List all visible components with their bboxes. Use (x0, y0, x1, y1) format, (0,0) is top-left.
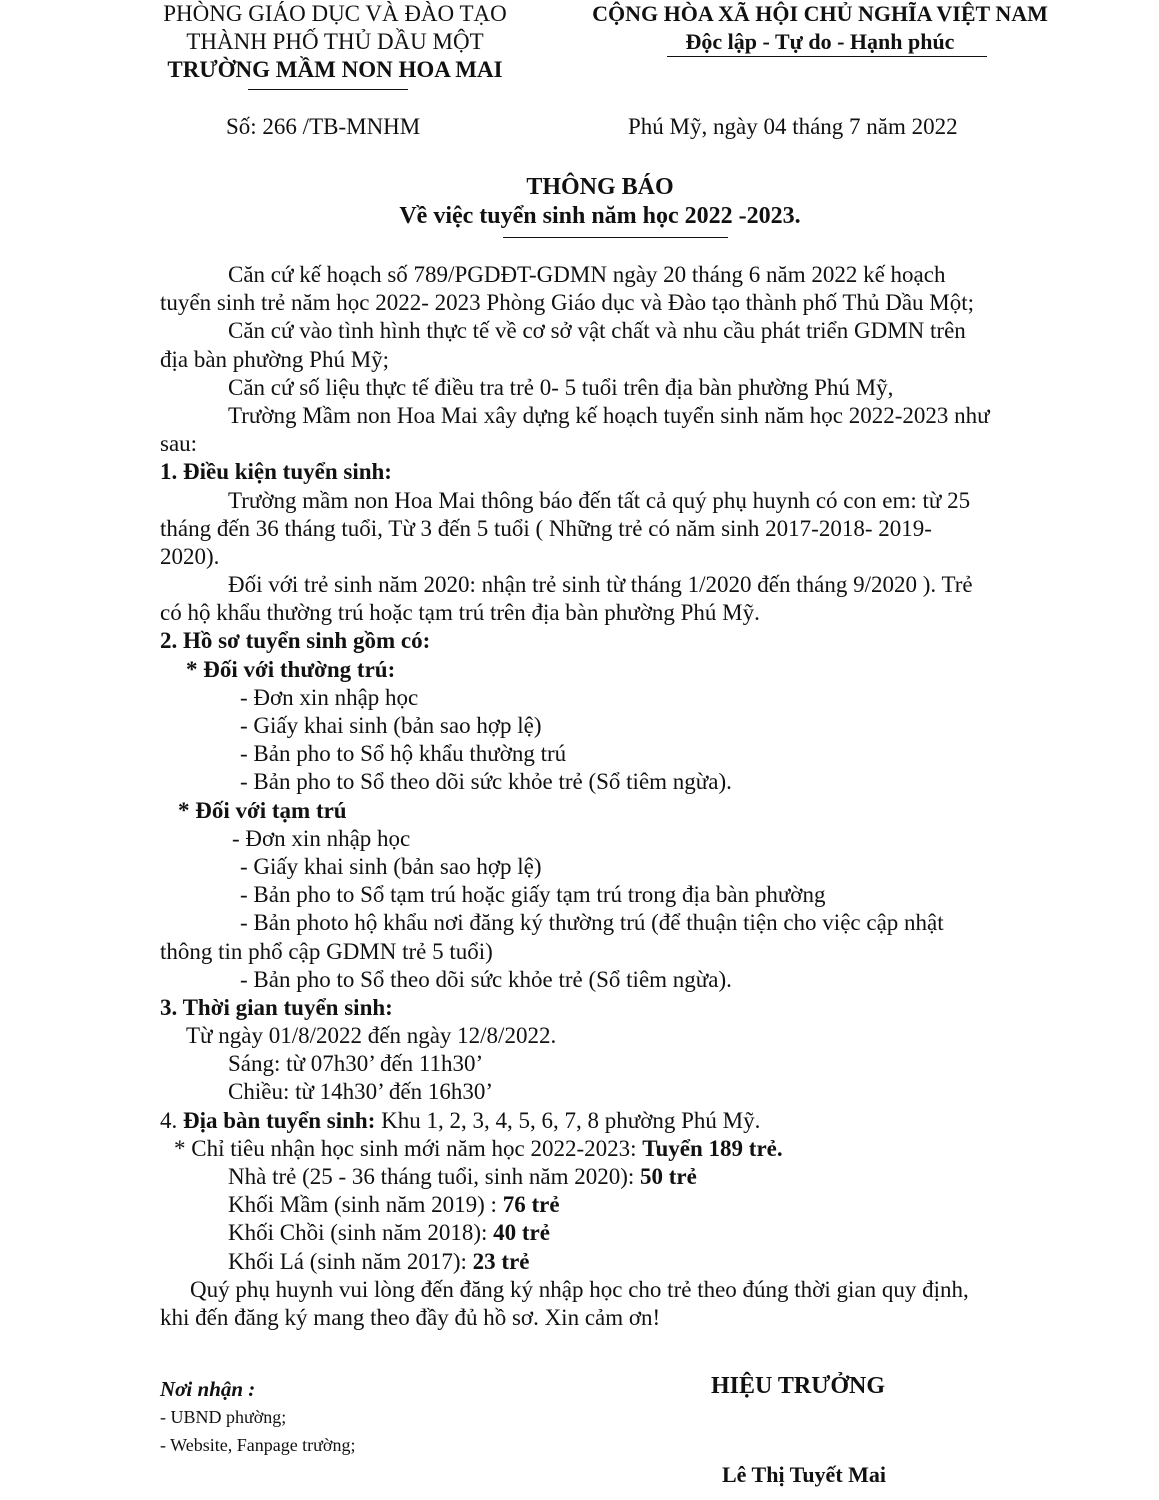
temporary-heading: * Đối với tạm trú (178, 797, 347, 823)
intro-line: Trường Mầm non Hoa Mai xây dựng kế hoạch tuyển sinh năm học 2022-2023 như (228, 402, 990, 428)
title-underline (503, 237, 728, 238)
section-4-prefix: 4. (160, 1107, 183, 1133)
temporary-item: - Bản pho to Sổ theo dõi sức khỏe trẻ (Sổ tiêm ngừa). (240, 966, 732, 992)
temporary-item: - Bản pho to Sổ tạm trú hoặc giấy tạm trú trong địa bàn phường (240, 882, 826, 908)
quota-group-label: Khối Lá (sinh năm 2017): (228, 1248, 473, 1274)
quota-group-label: Khối Mầm (sinh năm 2019) : (228, 1192, 503, 1218)
signer-name: Lê Thị Tuyết Mai (722, 1462, 887, 1487)
quota-group-label: Nhà trẻ (25 - 36 tháng tuổi, sinh năm 2020): (228, 1164, 641, 1189)
org-line-2: THÀNH PHỐ THỦ DẦU MỘT (186, 29, 484, 54)
quota-group-count: 50 trẻ (640, 1164, 697, 1189)
org-line-1: PHÒNG GIÁO DỤC VÀ ĐÀO TẠO (163, 1, 507, 26)
recipient-item: - UBND phường; (160, 1407, 287, 1427)
permanent-heading: * Đối với thường trú: (186, 656, 396, 682)
document-title: THÔNG BÁO (526, 174, 674, 200)
afternoon-hours: Chiều: từ 14h30’ đến 16h30’ (228, 1079, 494, 1105)
section-1-line: 2020). (160, 543, 220, 569)
permanent-item: - Giấy khai sinh (bản sao hợp lệ) (240, 713, 542, 738)
section-3-heading: 3. Thời gian tuyển sinh: (160, 994, 393, 1020)
section-1-line: tháng đến 36 tháng tuổi, Từ 3 đến 5 tuổi ( Những trẻ có năm sinh 2017-2018- 2019- (160, 515, 932, 541)
section-4-text: Khu 1, 2, 3, 4, 5, 6, 7, 8 phường Phú Mỹ. (375, 1107, 761, 1133)
country-header (575, 0, 1065, 56)
intro-line: Căn cứ số liệu thực tế điều tra trẻ 0- 5 tuổi trên địa bàn phường Phú Mỹ, (228, 374, 894, 400)
quota-group-count: 40 trẻ (493, 1220, 550, 1246)
permanent-item: - Đơn xin nhập học (240, 684, 419, 710)
country-name: CỘNG HÒA XÃ HỘI CHỦ NGHĨA VIỆT NAM (592, 1, 1048, 26)
quota-group (160, 1248, 1060, 1276)
place-date: Phú Mỹ, ngày 04 tháng 7 năm 2022 (628, 114, 958, 139)
enrollment-period: Từ ngày 01/8/2022 đến ngày 12/8/2022. (186, 1023, 557, 1049)
quota-text: * Chỉ tiêu nhận học sinh mới năm học 2022-2023: (174, 1135, 643, 1161)
motto-underline (667, 56, 987, 57)
motto: Độc lập - Tự do - Hạnh phúc (685, 29, 955, 54)
temporary-item: - Giấy khai sinh (bản sao hợp lệ) (240, 853, 542, 879)
signer-title: HIỆU TRƯỞNG (711, 1373, 886, 1399)
intro-line: tuyển sinh trẻ năm học 2022- 2023 Phòng Giáo dục và Đào tạo thành phố Thủ Dầu Một; (160, 290, 975, 316)
temporary-item: - Bản photo hộ khẩu nơi đăng ký thường trú (để thuận tiện cho việc cập nhật (240, 910, 944, 936)
temporary-item: - Đơn xin nhập học (232, 825, 411, 851)
document-number: Số: 266 /TB-MNHM (226, 114, 421, 139)
org-underline (248, 89, 408, 90)
closing-line: Quý phụ huynh vui lòng đến đăng ký nhập học cho trẻ theo đúng thời gian quy định, (190, 1276, 969, 1302)
section-2-heading: 2. Hồ sơ tuyển sinh gồm có: (160, 628, 431, 654)
section-4-heading: Địa bàn tuyển sinh: (183, 1107, 376, 1133)
school-name: TRƯỜNG MẦM NON HOA MAI (167, 57, 503, 82)
quota-group (160, 1191, 1060, 1219)
quota-group (160, 1219, 1060, 1247)
intro-line: sau: (160, 431, 198, 457)
document-subtitle: Về việc tuyển sinh năm học 2022 -2023. (399, 203, 801, 229)
section-1-line: Đối với trẻ sinh năm 2020: nhận trẻ sinh từ tháng 1/2020 đến tháng 9/2020 ). Trẻ (228, 572, 973, 598)
intro-line: địa bàn phường Phú Mỹ; (160, 346, 390, 372)
quota-line (160, 1135, 1060, 1163)
section-1-line: có hộ khẩu thường trú hoặc tạm trú trên địa bàn phường Phú Mỹ. (160, 600, 760, 626)
quota-total: Tuyển 189 trẻ. (642, 1135, 783, 1161)
closing-line: khi đến đăng ký mang theo đầy đủ hồ sơ. Xin cảm ơn! (160, 1304, 661, 1330)
temporary-item: thông tin phổ cập GDMN trẻ 5 tuổi) (160, 938, 493, 964)
quota-group-count: 76 trẻ (502, 1192, 560, 1218)
document-body (160, 261, 1060, 1332)
section-1-line: Trường mầm non Hoa Mai thông báo đến tất cả quý phụ huynh có con em: từ 25 (228, 487, 971, 513)
quota-group-count: 23 trẻ (472, 1248, 530, 1274)
morning-hours: Sáng: từ 07h30’ đến 11h30’ (228, 1051, 484, 1077)
quota-group-label: Khối Chồi (sinh năm 2018): (228, 1220, 494, 1246)
section-1-heading: 1. Điều kiện tuyển sinh: (160, 459, 392, 485)
org-header (125, 0, 545, 84)
section-4-line (160, 1107, 1060, 1135)
permanent-item: - Bản pho to Sổ theo dõi sức khỏe trẻ (Sổ tiêm ngừa). (240, 769, 732, 795)
intro-line: Căn cứ kế hoạch số 789/PGDĐT-GDMN ngày 20 tháng 6 năm 2022 kế hoạch (228, 262, 946, 287)
quota-group (160, 1163, 1060, 1191)
intro-line: Căn cứ vào tình hình thực tế về cơ sở vật chất và nhu cầu phát triển GDMN trên (228, 318, 966, 344)
recipients-label: Nơi nhận : (160, 1377, 256, 1401)
recipient-item: - Website, Fanpage trường; (160, 1435, 356, 1455)
permanent-item: - Bản pho to Sổ hộ khẩu thường trú (240, 741, 567, 767)
